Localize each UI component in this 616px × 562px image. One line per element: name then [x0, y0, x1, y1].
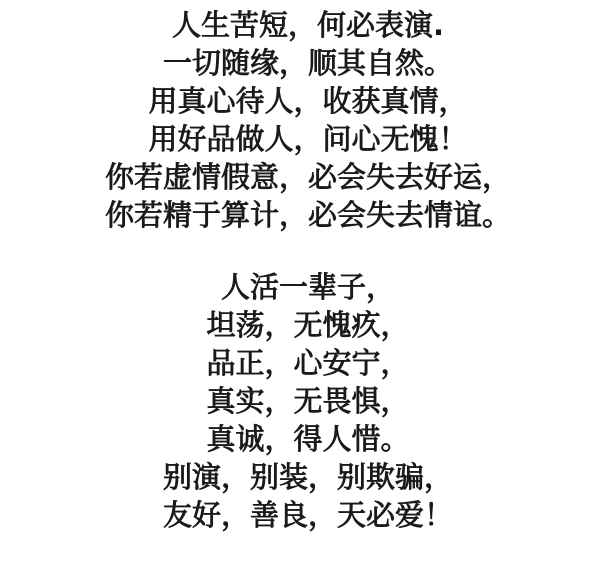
- stanza-2: [0, 268, 616, 534]
- text-line: 用真心待人，收获真情，: [148, 84, 468, 118]
- text-line: 坦荡，无愧疚，: [206, 308, 410, 342]
- stanza-1: [0, 6, 616, 234]
- text-line: 人活一辈子，: [220, 270, 395, 304]
- text-line: 一切随缘，顺其自然。: [162, 46, 453, 80]
- text-line: 真诚，得人惜。: [206, 422, 410, 456]
- text-line: 人生苦短，何必表演.: [171, 8, 445, 42]
- text-line: 你若精于算计，必会失去情谊。: [104, 198, 511, 232]
- text-line: 你若虚情假意，必会失去好运，: [104, 160, 511, 194]
- text-line: 品正，心安宁，: [206, 346, 410, 380]
- text-line: 友好，善良，天必爱！: [162, 498, 453, 532]
- stanza-separator: [0, 234, 616, 268]
- text-line: 用好品做人，问心无愧！: [148, 122, 468, 156]
- text-line: 真实，无畏惧，: [206, 384, 410, 418]
- text-line: 别演，别装，别欺骗，: [162, 460, 453, 494]
